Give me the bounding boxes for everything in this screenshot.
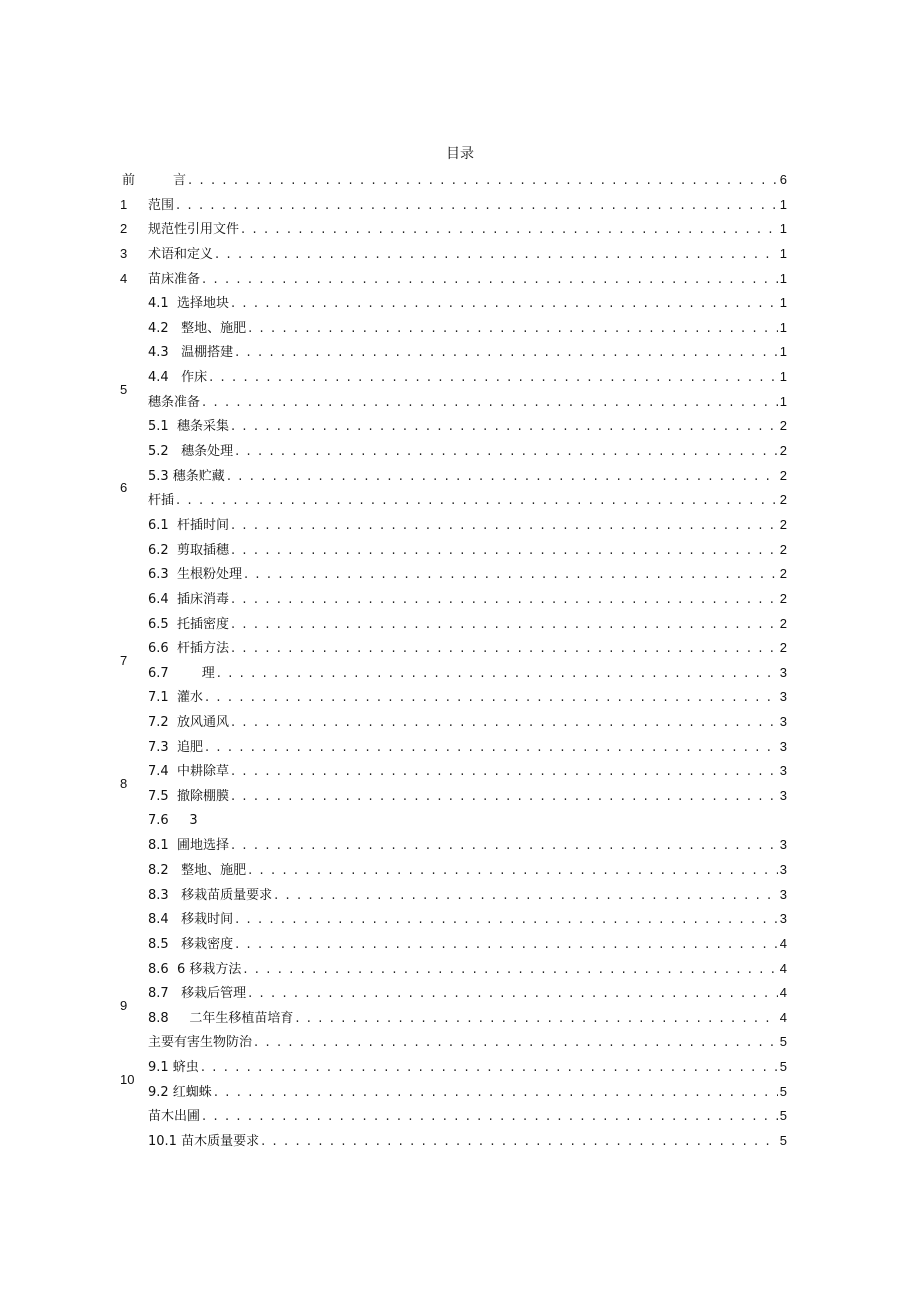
toc-entry-line xyxy=(148,1030,787,1055)
dot-leader xyxy=(261,1130,778,1154)
toc-entry-text: 6.3 生根粉处理 xyxy=(148,567,242,583)
dot-leader xyxy=(227,465,778,489)
toc-page-number: 2 xyxy=(779,492,787,508)
toc-page-number: 3 xyxy=(779,738,787,754)
dot-leader xyxy=(235,908,778,932)
toc-entry[interactable] xyxy=(0,759,920,784)
toc-entry-line xyxy=(148,242,787,267)
toc-entry[interactable] xyxy=(0,784,920,809)
toc-page-number: 1 xyxy=(779,393,787,409)
toc-entry[interactable] xyxy=(0,291,920,316)
toc-entry-line xyxy=(148,710,787,735)
toc-page-number: 1 xyxy=(779,295,787,311)
dot-leader xyxy=(235,341,778,365)
toc-entry-label xyxy=(148,686,203,710)
toc-entry-line xyxy=(148,759,787,784)
toc-entry[interactable] xyxy=(0,735,920,760)
toc-page-number: 4 xyxy=(779,1009,787,1025)
toc-entry[interactable] xyxy=(0,538,920,563)
toc-entry-number: 2 xyxy=(120,221,128,237)
dot-leader xyxy=(244,563,778,587)
toc-entry-text: 7.3 追肥 xyxy=(148,739,203,755)
dot-leader xyxy=(188,169,778,193)
toc-entry-label xyxy=(148,1130,259,1154)
toc-entry-line xyxy=(148,193,787,218)
dot-leader xyxy=(202,1105,778,1129)
toc-entry-text: 9.2 红蜘蛛 xyxy=(148,1084,212,1100)
dot-leader xyxy=(231,539,778,563)
toc-entry-label xyxy=(148,341,233,365)
toc-entry-text: 6.4 插床消毒 xyxy=(148,591,229,607)
toc-page-number: 2 xyxy=(779,640,787,656)
dot-leader xyxy=(254,1031,778,1055)
toc-entry[interactable] xyxy=(0,636,920,661)
toc-page-number: 3 xyxy=(779,689,787,705)
toc-page-number: 3 xyxy=(779,763,787,779)
toc-page-number: 3 xyxy=(779,886,787,902)
toc-entry-text: 8.5 移栽密度 xyxy=(148,936,234,952)
dot-leader xyxy=(231,785,778,809)
toc-entry-label xyxy=(148,268,200,292)
toc-entry[interactable] xyxy=(0,316,920,341)
toc-entry-label xyxy=(148,539,229,563)
toc-entry-text: 4.4 作床 xyxy=(148,370,208,386)
toc-entry-line xyxy=(148,883,787,908)
toc-entry-label xyxy=(148,982,246,1006)
dot-leader xyxy=(295,1007,777,1031)
toc-entry-number: 1 xyxy=(120,196,128,212)
toc-entry[interactable] xyxy=(0,390,920,415)
toc-entry[interactable] xyxy=(0,932,920,957)
toc-entry-text: 言 xyxy=(173,173,187,188)
toc-page-number: 2 xyxy=(779,615,787,631)
toc-entry[interactable] xyxy=(0,267,920,292)
dot-leader xyxy=(205,686,778,710)
toc-entry-text: 8.8 二年生移植苗培育 xyxy=(148,1010,294,1026)
toc-page-number: 3 xyxy=(779,911,787,927)
toc-entry-text: 5.1 穗条采集 xyxy=(148,419,229,435)
toc-page-number: 1 xyxy=(779,221,787,237)
toc-entry[interactable] xyxy=(0,883,920,908)
toc-page-number: 5 xyxy=(779,1108,787,1124)
toc-entry-line xyxy=(148,291,787,316)
toc-entry-line xyxy=(148,661,787,686)
toc-entry[interactable] xyxy=(0,365,920,390)
toc-entry-line xyxy=(148,488,787,513)
toc-entry-line xyxy=(148,1006,787,1031)
toc-entry-label xyxy=(148,1031,252,1055)
toc-entry[interactable] xyxy=(0,809,920,834)
toc-entry[interactable] xyxy=(0,1104,920,1129)
toc-page-number: 3 xyxy=(779,714,787,730)
dot-leader xyxy=(176,489,778,513)
toc-entry-label xyxy=(148,415,229,439)
dot-leader xyxy=(241,218,778,242)
toc-entry-line xyxy=(148,267,787,292)
toc-entry-label xyxy=(148,218,239,242)
toc-page-number: 1 xyxy=(779,344,787,360)
toc-entry-label xyxy=(148,736,203,760)
toc-entry-line xyxy=(148,636,787,661)
toc-entry-label xyxy=(148,243,213,267)
toc-entry[interactable] xyxy=(0,193,920,218)
toc-entry[interactable] xyxy=(0,488,920,513)
toc-page-number: 5 xyxy=(779,1083,787,1099)
toc-entry-text: 6.1 杆插时间 xyxy=(148,517,229,533)
toc-entry-text: 8.4 移栽时间 xyxy=(148,912,234,928)
toc-entry-text: 6.5 托插密度 xyxy=(148,616,229,632)
dot-leader xyxy=(209,366,778,390)
toc-entry-line xyxy=(148,809,787,834)
toc-page-number: 2 xyxy=(779,467,787,483)
dot-leader xyxy=(201,1056,778,1080)
toc-entry-label xyxy=(148,662,215,686)
toc-page-number: 1 xyxy=(779,369,787,385)
toc-page-number: 2 xyxy=(779,418,787,434)
toc-entry-line xyxy=(148,957,787,982)
dot-leader xyxy=(214,1081,778,1105)
toc-entry-line xyxy=(148,464,787,489)
toc-entry-label xyxy=(148,1007,293,1031)
toc-entry[interactable] xyxy=(0,612,920,637)
toc-entry-text: 8.2 整地、施肥 xyxy=(148,862,247,878)
dot-leader xyxy=(231,514,778,538)
dot-leader xyxy=(231,711,778,735)
chapter-number: 10 xyxy=(120,1072,135,1088)
toc-entry-text: 6.2 剪取插穗 xyxy=(148,542,229,558)
toc-entry-label xyxy=(148,711,229,735)
chapter-number: 5 xyxy=(120,381,128,397)
toc-entry[interactable] xyxy=(0,1080,920,1105)
toc-entry-label xyxy=(148,958,241,982)
toc-entry-line xyxy=(148,858,787,883)
toc-entry-label xyxy=(148,809,198,834)
toc-entry-text: 9.1 蛴虫 xyxy=(148,1060,199,1076)
toc-entry-label xyxy=(148,859,246,883)
toc-entry-line xyxy=(148,1104,787,1129)
toc-entry[interactable] xyxy=(0,1030,920,1055)
toc-entry-line xyxy=(148,784,787,809)
toc-entry-label xyxy=(148,514,229,538)
toc-entry-text: 6.7 理 xyxy=(148,665,215,681)
toc-entry-text: 10.1 苗木质量要求 xyxy=(148,1133,260,1149)
dot-leader xyxy=(235,933,778,957)
toc-page-number: 4 xyxy=(779,985,787,1001)
toc-page-number: 1 xyxy=(779,319,787,335)
toc-entry-text: 5.2 穗条处理 xyxy=(148,444,234,460)
dot-leader xyxy=(231,834,778,858)
toc-page-number: 1 xyxy=(779,245,787,261)
toc-page-number: 5 xyxy=(779,1132,787,1148)
toc-entry[interactable] xyxy=(0,833,920,858)
dot-leader xyxy=(231,637,778,661)
document-title: 目录 xyxy=(446,146,474,162)
toc-entry-text: 7.1 灌水 xyxy=(148,690,203,706)
toc-entry-text: 杆插 xyxy=(148,493,175,509)
dot-leader xyxy=(248,317,778,341)
toc-entry-label xyxy=(148,292,229,316)
toc-entry-line xyxy=(148,439,787,464)
toc-entry-text: 8.1 圃地选择 xyxy=(148,838,229,854)
toc-entry[interactable] xyxy=(0,168,920,193)
toc-entry-line xyxy=(148,833,787,858)
toc-entry-text: 6.6 杆插方法 xyxy=(148,641,229,657)
toc-entry[interactable] xyxy=(0,587,920,612)
toc-entry-prefix: 前 xyxy=(122,173,136,188)
toc-entry-text: 7.2 放风通风 xyxy=(148,715,229,731)
chapter-number: 9 xyxy=(120,998,128,1014)
toc-page-number: 3 xyxy=(779,664,787,680)
toc-entry-text: 4.1 选择地块 xyxy=(148,296,229,312)
toc-entry[interactable] xyxy=(0,907,920,932)
toc-page-number: 3 xyxy=(779,837,787,853)
toc-entry[interactable] xyxy=(0,340,920,365)
toc-entry-line xyxy=(148,217,787,242)
toc-entry-text: 5.3 穗条贮藏 xyxy=(148,468,225,484)
dot-leader xyxy=(235,440,778,464)
toc-entry-label xyxy=(148,391,200,415)
dot-leader xyxy=(176,194,778,218)
toc-entry-line xyxy=(148,1129,787,1154)
toc-page-number: 4 xyxy=(779,935,787,951)
toc-entry[interactable] xyxy=(0,414,920,439)
dot-leader xyxy=(248,982,778,1006)
toc-entry-text: 8.3 移栽苗质量要求 xyxy=(148,887,273,903)
toc-entry-text: 主要有害生物防治 xyxy=(148,1035,253,1051)
toc-entry-label xyxy=(148,637,229,661)
toc-entry-line xyxy=(148,932,787,957)
toc-entry[interactable] xyxy=(0,513,920,538)
chapter-number: 8 xyxy=(120,776,128,792)
toc-entry-line xyxy=(148,340,787,365)
toc-entry[interactable] xyxy=(0,957,920,982)
toc-entry-text: 8.7 移栽后管理 xyxy=(148,986,247,1002)
toc-entry-text: 4.3 温棚搭建 xyxy=(148,345,234,361)
toc-entry[interactable] xyxy=(0,1006,920,1031)
toc-entry-text: 7.5 撤除棚膜 xyxy=(148,789,229,805)
toc-entry-text: 7.6 3 xyxy=(148,812,198,828)
toc-entry-label xyxy=(148,834,229,858)
toc-entry-line xyxy=(148,587,787,612)
toc-entry-label xyxy=(148,563,242,587)
toc-entry-label xyxy=(148,588,229,612)
toc-entry-text: 7.4 中耕除草 xyxy=(148,764,229,780)
dot-leader xyxy=(243,958,777,982)
dot-leader xyxy=(231,415,778,439)
toc-entry-text: 术语和定义 xyxy=(148,246,214,262)
toc-entry-text: 苗床准备 xyxy=(148,271,201,287)
dot-leader xyxy=(274,884,778,908)
toc-entry-label xyxy=(148,440,233,464)
toc-page-number: 4 xyxy=(779,960,787,976)
toc-page-number: 5 xyxy=(779,1059,787,1075)
toc-entry-label xyxy=(148,884,272,908)
toc-entry-line xyxy=(148,685,787,710)
toc-entry-number: 3 xyxy=(120,245,128,261)
toc-entry-line xyxy=(148,414,787,439)
toc-entry-label xyxy=(148,760,229,784)
toc-page-number: 2 xyxy=(779,443,787,459)
dot-leader xyxy=(202,268,778,292)
toc-page-number: 2 xyxy=(779,590,787,606)
toc-entry-line xyxy=(148,1080,787,1105)
toc-entry[interactable] xyxy=(0,858,920,883)
toc-entry-label xyxy=(148,933,233,957)
toc-entry-line xyxy=(148,735,787,760)
toc-entry-label xyxy=(148,1056,199,1080)
toc-entry-label xyxy=(122,169,186,193)
toc-entry-line xyxy=(148,1055,787,1080)
toc-page-number: 2 xyxy=(779,541,787,557)
chapter-number: 7 xyxy=(120,653,128,668)
toc-entry-number: 4 xyxy=(120,270,128,286)
toc-entry-line xyxy=(148,981,787,1006)
toc-page-number: 3 xyxy=(779,788,787,804)
dot-leader xyxy=(217,662,778,686)
toc-page-number: 6 xyxy=(779,172,787,187)
toc-entry-line xyxy=(148,513,787,538)
toc-entry[interactable] xyxy=(0,242,920,267)
toc-entry-line xyxy=(148,612,787,637)
toc-entry-text: 4.2 整地、施肥 xyxy=(148,320,247,336)
toc-entry[interactable] xyxy=(0,661,920,686)
toc-entry-text: 规范性引用文件 xyxy=(148,222,240,238)
toc-entry-label xyxy=(148,194,174,218)
toc-entry-line xyxy=(122,168,787,193)
toc-entry[interactable] xyxy=(0,1129,920,1154)
dot-leader xyxy=(202,391,778,415)
toc-entry-text: 范围 xyxy=(148,197,175,213)
dot-leader xyxy=(205,736,778,760)
toc-entry-line xyxy=(148,365,787,390)
toc-page-number: 2 xyxy=(779,516,787,532)
toc-entry-text: 8.6 6 移栽方法 xyxy=(148,961,242,977)
toc-entry[interactable] xyxy=(0,1055,920,1080)
toc-page-number: 5 xyxy=(779,1034,787,1050)
toc-entry-line xyxy=(148,562,787,587)
toc-entry-line xyxy=(148,390,787,415)
dot-leader xyxy=(248,859,778,883)
toc-entry-text: 穗条准备 xyxy=(148,394,201,410)
toc-page-number: 1 xyxy=(779,196,787,212)
toc-entry-label xyxy=(148,465,225,489)
toc-entry-label xyxy=(148,317,246,341)
toc-page-number: 1 xyxy=(779,270,787,286)
toc-entry-text: 苗木出圃 xyxy=(148,1109,201,1125)
dot-leader xyxy=(215,243,778,267)
chapter-number: 6 xyxy=(120,480,128,496)
toc-entry-label xyxy=(148,908,233,932)
dot-leader xyxy=(231,588,778,612)
dot-leader xyxy=(231,760,778,784)
toc-entry[interactable] xyxy=(0,981,920,1006)
toc-entry[interactable] xyxy=(0,439,920,464)
toc-entry[interactable] xyxy=(0,710,920,735)
toc-entry-label xyxy=(148,1081,212,1105)
dot-leader xyxy=(231,292,778,316)
toc-entry-label xyxy=(148,613,229,637)
toc-entry-line xyxy=(148,538,787,563)
toc-entry[interactable] xyxy=(0,217,920,242)
toc-page-number: 2 xyxy=(779,566,787,582)
toc-entry[interactable] xyxy=(0,685,920,710)
toc-entry-label xyxy=(148,1105,200,1129)
toc-page-number: 3 xyxy=(779,861,787,877)
toc-entry[interactable] xyxy=(0,464,920,489)
toc-entry-label xyxy=(148,489,174,513)
table-of-contents xyxy=(0,168,920,1154)
toc-entry-line xyxy=(148,907,787,932)
toc-entry-label xyxy=(148,366,207,390)
toc-entry-line xyxy=(148,316,787,341)
toc-entry-label xyxy=(148,785,229,809)
toc-entry[interactable] xyxy=(0,562,920,587)
dot-leader xyxy=(231,613,778,637)
